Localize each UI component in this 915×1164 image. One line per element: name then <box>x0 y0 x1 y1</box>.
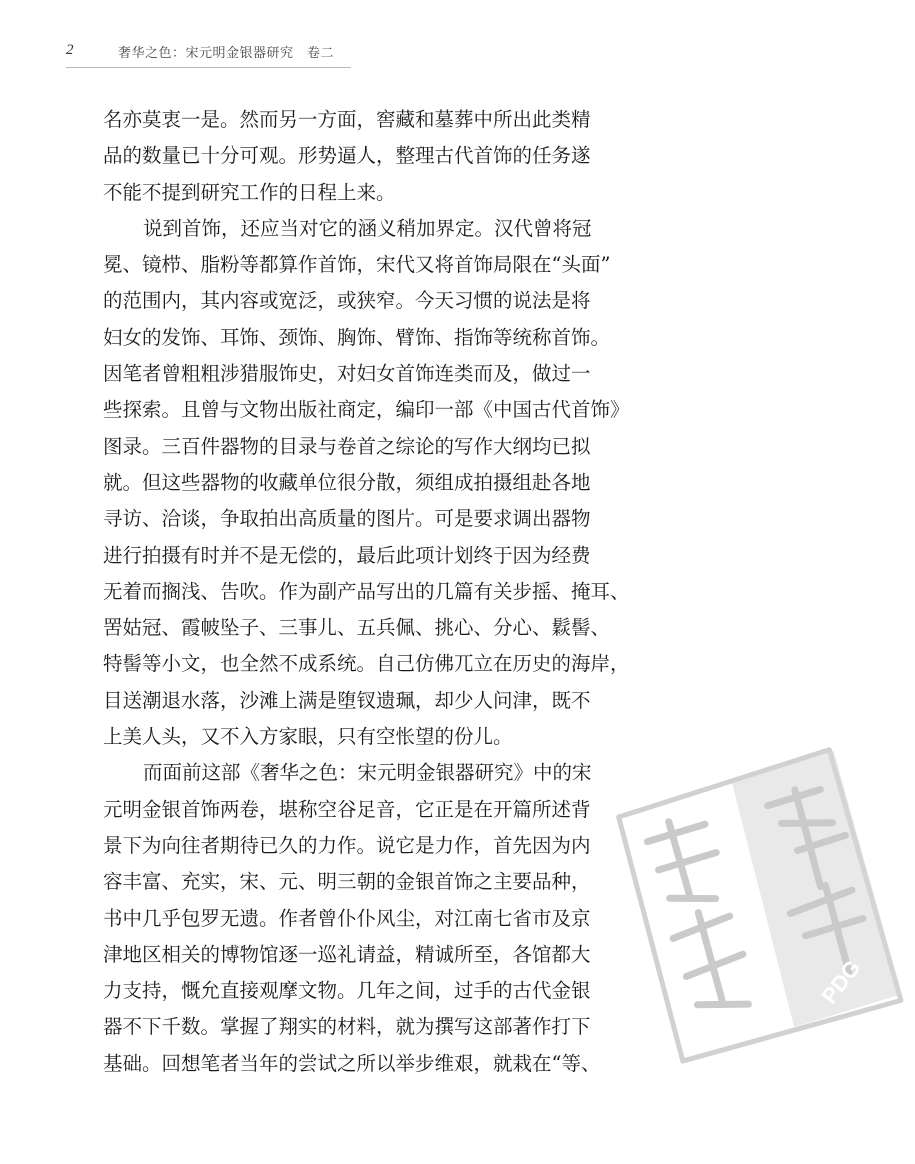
text-line: 名亦莫衷一是。然而另一方面，窖藏和墓葬中所出此类精 <box>103 108 591 131</box>
text-line: 无着而搁浅、告吹。作为副产品写出的几篇有关步摇、掩耳、 <box>103 579 630 603</box>
text-line: 元明金银首饰两卷，堪称空谷足音，它正是在开篇所述背 <box>103 797 591 821</box>
text-line: 不能不提到研究工作的日程上来。 <box>103 180 396 204</box>
text-line: 目送潮退水落，沙滩上满是堕钗遗珮，却少人问津，既不 <box>103 688 591 712</box>
text-line: 津地区相关的博物馆逐一巡礼请益，精诚所至，各馆都大 <box>103 942 591 966</box>
text-line: 特髻等小文，也全然不成系统。自己仿佛兀立在历史的海岸， <box>103 652 630 676</box>
page-number: 2 <box>66 42 74 58</box>
text-line: 说到首饰，还应当对它的涵义稍加界定。汉代曾将冠 <box>143 216 592 240</box>
header-rule <box>66 67 351 68</box>
text-line: 上美人头，又不入方家眼，只有空怅望的份儿。 <box>103 725 513 749</box>
text-line: 些探索。且曾与文物出版社商定，编印一部《中国古代首饰》 <box>103 398 630 422</box>
text-line: 基础。回想笔者当年的尝试之所以举步维艰，就栽在“等、 <box>103 1051 601 1075</box>
text-line: 景下为向往者期待已久的力作。说它是力作，首先因为内 <box>103 833 591 857</box>
library-seal-stamp <box>601 736 915 1074</box>
text-line: 力支持，慨允直接观摩文物。几年之间，过手的古代金银 <box>103 979 591 1003</box>
text-line: 就。但这些器物的收藏单位很分散，须组成拍摄组赴各地 <box>103 470 591 494</box>
pdg-watermark-text: PDG <box>816 955 866 1009</box>
text-line: 书中几乎包罗无遗。作者曾仆仆风尘，对江南七省市及京 <box>103 906 591 930</box>
text-line: 罟姑冠、霞帔坠子、三事儿、五兵佩、挑心、分心、鬏髻、 <box>103 616 611 640</box>
text-line: 寻访、洽谈，争取拍出高质量的图片。可是要求调出器物 <box>103 507 591 531</box>
text-line: 而面前这部《奢华之色：宋元明金银器研究》中的宋 <box>143 761 592 785</box>
text-line: 妇女的发饰、耳饰、颈饰、胸饰、臂饰、指饰等统称首饰。 <box>103 325 611 349</box>
text-line: 品的数量已十分可观。形势逼人，整理古代首饰的任务遂 <box>103 144 591 168</box>
text-line: 的范围内，其内容或宽泛，或狭窄。今天习惯的说法是将 <box>103 289 591 313</box>
text-line: 容丰富、充实，宋、元、明三朝的金银首饰之主要品种， <box>103 870 591 894</box>
text-line: 因笔者曾粗粗涉猎服饰史，对妇女首饰连类而及，做过一 <box>103 362 591 386</box>
text-line: 冕、镜栉、脂粉等都算作首饰，宋代又将首饰局限在“头面” <box>103 253 611 277</box>
text-line: 图录。三百件器物的目录与卷首之综论的写作大纲均已拟 <box>103 434 591 458</box>
body-text <box>103 102 630 1082</box>
running-head: 奢华之色：宋元明金银器研究 卷二 <box>118 46 335 61</box>
text-line: 进行拍摄有时并不是无偿的，最后此项计划终于因为经费 <box>103 543 591 567</box>
page-header <box>66 36 366 66</box>
text-line: 器不下千数。掌握了翔实的材料，就为撰写这部著作打下 <box>103 1015 591 1039</box>
